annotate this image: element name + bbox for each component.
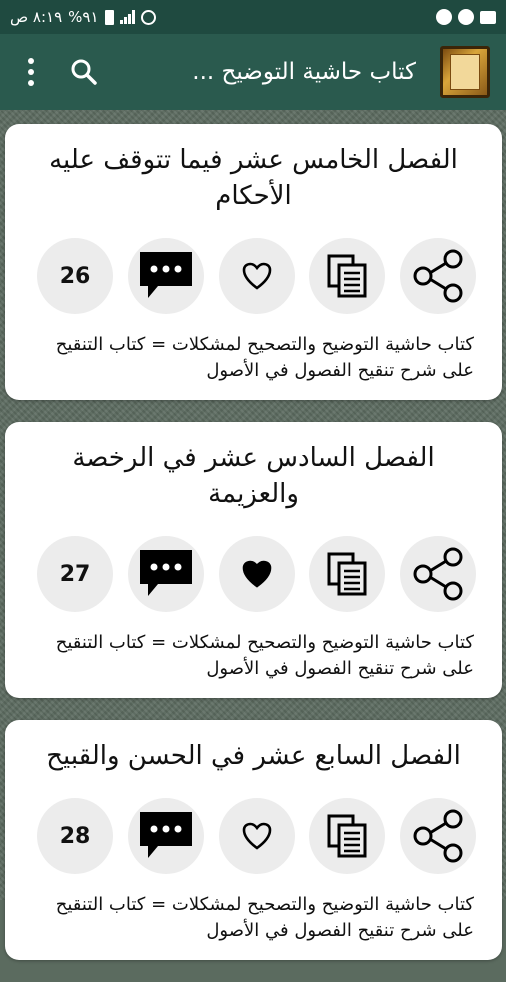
chapter-title: الفصل الخامس عشر فيما تتوقف عليه الأحكام [49, 145, 458, 211]
chapter-number: 26 [59, 263, 91, 289]
alarm-icon [141, 10, 156, 25]
comment-button[interactable] [128, 798, 204, 874]
like-button[interactable] [219, 238, 295, 314]
app-title: كتاب حاشية التوضيح ... [192, 59, 416, 85]
status-right [436, 9, 496, 25]
copy-button[interactable] [309, 238, 385, 314]
chapter-number: 27 [59, 561, 91, 587]
chapter-card[interactable] [5, 124, 502, 400]
chapter-number: 28 [59, 823, 91, 849]
notification-icon-2 [458, 9, 474, 25]
chapter-card[interactable] [5, 422, 502, 698]
notification-icon [436, 9, 452, 25]
chapter-description: كتاب حاشية التوضيح والتصحيح لمشكلات = كتاب التنقيح على شرح تنقيح الفصول في الأصول [55, 894, 474, 941]
share-icon [411, 809, 465, 863]
chapter-title: الفصل السابع عشر في الحسن والقبيح [46, 741, 461, 771]
search-icon[interactable] [64, 52, 104, 92]
card-actions [25, 798, 482, 874]
count-badge [37, 238, 113, 314]
comment-icon [136, 248, 196, 304]
heart-filled-icon [242, 560, 272, 588]
copy-button[interactable] [309, 536, 385, 612]
like-button[interactable] [219, 798, 295, 874]
card-actions [25, 238, 482, 314]
comment-button[interactable] [128, 238, 204, 314]
copy-button[interactable] [309, 798, 385, 874]
share-button[interactable] [400, 238, 476, 314]
app-bar [0, 34, 506, 110]
book-cover-icon [440, 46, 490, 98]
image-notification-icon [480, 11, 496, 24]
share-icon [411, 249, 465, 303]
heart-icon [242, 822, 272, 850]
like-button[interactable] [219, 536, 295, 612]
chapter-description: كتاب حاشية التوضيح والتصحيح لمشكلات = كتاب التنقيح على شرح تنقيح الفصول في الأصول [55, 334, 474, 381]
status-bar [0, 0, 506, 34]
signal-icon [120, 10, 135, 24]
chapter-list [5, 124, 502, 982]
count-badge [37, 798, 113, 874]
chapter-title: الفصل السادس عشر في الرخصة والعزيمة [72, 443, 435, 509]
status-left [10, 8, 156, 26]
share-button[interactable] [400, 536, 476, 612]
chapter-card[interactable] [5, 720, 502, 960]
battery-icon [105, 10, 114, 25]
card-actions [25, 536, 482, 612]
share-button[interactable] [400, 798, 476, 874]
comment-button[interactable] [128, 536, 204, 612]
status-time: ٨:١٩ ص [10, 8, 63, 26]
battery-percent: %٩١ [68, 8, 99, 26]
comment-icon [136, 808, 196, 864]
copy-icon [326, 813, 368, 859]
comment-icon [136, 546, 196, 602]
copy-icon [326, 551, 368, 597]
more-vert-icon[interactable] [16, 52, 46, 92]
share-icon [411, 547, 465, 601]
copy-icon [326, 253, 368, 299]
chapter-description: كتاب حاشية التوضيح والتصحيح لمشكلات = كتاب التنقيح على شرح تنقيح الفصول في الأصول [55, 632, 474, 679]
heart-icon [242, 262, 272, 290]
count-badge [37, 536, 113, 612]
